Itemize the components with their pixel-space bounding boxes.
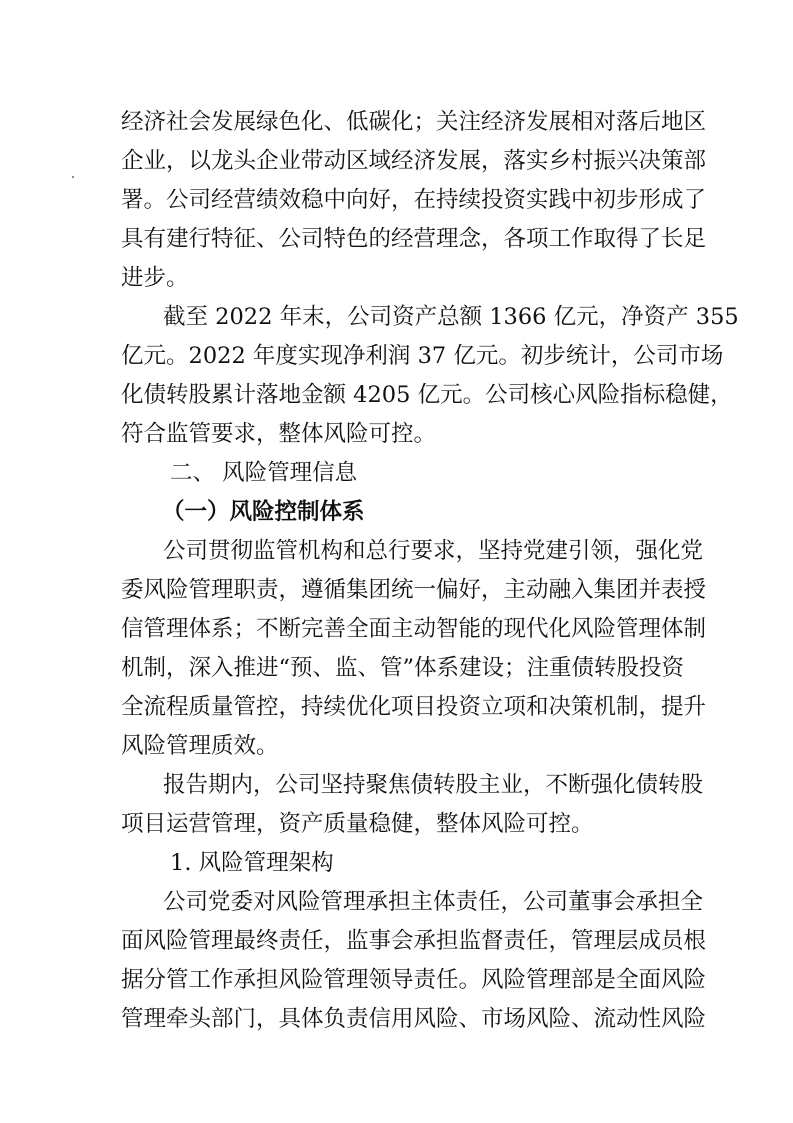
paragraph-line: 化债转股累计落地金额 4205 亿元。公司核心风险指标稳健， (121, 382, 733, 408)
paragraph-line: 具有建行特征、公司特色的经营理念，各项工作取得了长足 (121, 226, 707, 252)
paragraph-line: 公司贯彻监管机构和总行要求，坚持党建引领，强化党 (163, 538, 704, 564)
section-heading: 二、 风险管理信息 (170, 460, 358, 486)
subsection-heading: （一）风险控制体系 (162, 499, 365, 525)
margin-mark (72, 176, 74, 178)
paragraph-line: 经济社会发展绿色化、低碳化；关注经济发展相对落后地区 (121, 109, 707, 135)
paragraph-line: 亿元。2022 年度实现净利润 37 亿元。初步统计，公司市场 (121, 343, 724, 369)
paragraph-line: 截至 2022 年末，公司资产总额 1366 亿元，净资产 355 (163, 304, 739, 330)
paragraph-line: 据分管工作承担风险管理领导责任。风险管理部是全面风险 (121, 967, 707, 993)
paragraph-line: 信管理体系；不断完善全面主动智能的现代化风险管理体制 (121, 616, 707, 642)
paragraph-line: 面风险管理最终责任，监事会承担监督责任，管理层成员根 (121, 928, 707, 954)
paragraph-line: 公司党委对风险管理承担主体责任，公司董事会承担全 (163, 889, 704, 915)
paragraph-line: 全流程质量管控，持续优化项目投资立项和决策机制，提升 (121, 694, 707, 720)
paragraph-line: 署。公司经营绩效稳中向好，在持续投资实践中初步形成了 (121, 187, 707, 213)
paragraph-line: 项目运营管理，资产质量稳健，整体风险可控。 (121, 811, 594, 837)
paragraph-line: 进步。 (121, 265, 189, 291)
paragraph-line: 风险管理质效。 (121, 733, 279, 759)
paragraph-line: 机制，深入推进“预、监、管”体系建设；注重债转股投资 (121, 655, 685, 681)
paragraph-line: 符合监管要求，整体风险可控。 (121, 421, 437, 447)
paragraph-line: 管理牵头部门，具体负责信用风险、市场风险、流动性风险 (121, 1006, 707, 1032)
paragraph-line: 企业，以龙头企业带动区域经济发展，落实乡村振兴决策部 (121, 148, 707, 174)
paragraph-line: 报告期内，公司坚持聚焦债转股主业，不断强化债转股 (163, 772, 704, 798)
item-heading: 1. 风险管理架构 (170, 850, 334, 876)
paragraph-line: 委风险管理职责，遵循集团统一偏好，主动融入集团并表授 (121, 577, 707, 603)
